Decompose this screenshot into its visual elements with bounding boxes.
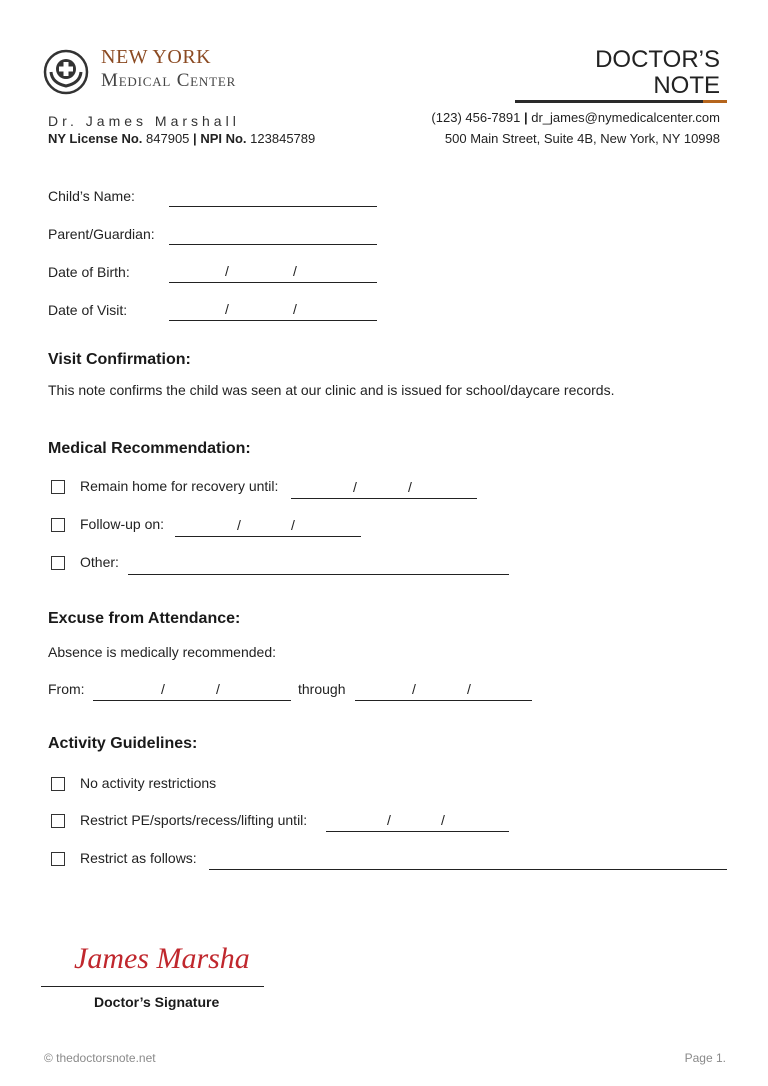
restrict-pe-checkbox[interactable] [51,814,65,828]
phone: (123) 456-7891 [431,110,521,125]
address: 500 Main Street, Suite 4B, New York, NY 10998 [444,131,720,146]
through-date-field[interactable] [355,682,532,701]
dob-label: Date of Birth: [48,264,130,280]
other-label: Other: [80,554,119,570]
through-label: through [298,681,346,697]
org-name-line1: NEW YORK [101,46,212,68]
excuse-heading: Excuse from Attendance: [48,610,241,627]
visit-heading: Visit Confirmation: [48,351,191,368]
date-separator: / [293,301,297,317]
from-label: From: [48,681,85,697]
restrict-follows-label: Restrict as follows: [80,850,197,866]
date-separator: / [441,812,445,828]
npi-number: 123845789 [250,131,316,146]
date-separator: / [412,681,416,697]
excuse-text: Absence is medically recommended: [48,644,276,660]
date-separator: / [237,517,241,533]
other-field[interactable] [128,556,509,575]
follow-up-label: Follow-up on: [80,516,165,532]
signature-image [70,930,250,980]
dob-field[interactable] [169,264,377,283]
child-name-field[interactable] [169,188,377,207]
parent-field[interactable] [169,226,377,245]
doctor-name: Dr. James Marshall [48,113,240,129]
document-title-line2: NOTE [653,72,720,99]
restrict-pe-date-field[interactable] [326,813,509,832]
date-separator: / [353,479,357,495]
remain-home-label: Remain home for recovery until: [80,478,279,494]
follow-up-checkbox[interactable] [51,518,65,532]
visit-date-field[interactable] [169,302,377,321]
separator: | [193,131,197,146]
medical-cross-hands-icon [42,48,90,96]
date-separator: / [225,301,229,317]
date-separator: / [225,263,229,279]
license-number: 847905 [146,131,190,146]
signature-line [41,986,264,987]
restrict-follows-checkbox[interactable] [51,852,65,866]
signature-script: James Marshall [74,942,250,975]
footer-copyright: © thedoctorsnote.net [44,1051,156,1065]
title-underline [515,100,727,104]
from-date-field[interactable] [93,682,291,701]
footer-page-number: Page 1. [684,1051,726,1065]
activity-heading: Activity Guidelines: [48,735,198,752]
signature-label: Doctor’s Signature [94,994,220,1010]
npi-label: NPI No. [200,131,247,146]
date-separator: / [467,681,471,697]
email[interactable]: dr_james@nymedicalcenter.com [531,110,720,125]
date-separator: / [408,479,412,495]
restrict-follows-field[interactable] [209,851,727,870]
remain-home-date-field[interactable] [291,480,477,499]
follow-up-date-field[interactable] [175,518,361,537]
date-separator: / [293,263,297,279]
other-checkbox[interactable] [51,556,65,570]
recommendation-heading: Medical Recommendation: [48,440,251,457]
no-restrictions-label: No activity restrictions [80,775,217,791]
license-label: NY License No. [48,131,143,146]
no-restrictions-checkbox[interactable] [51,777,65,791]
date-separator: / [387,812,391,828]
restrict-pe-label: Restrict PE/sports/recess/lifting until: [80,812,308,828]
contact-separator: | [523,110,528,125]
child-name-label: Child’s Name: [48,188,135,204]
remain-home-checkbox[interactable] [51,480,65,494]
visit-text: This note confirms the child was seen at our clinic and is issued for school/daycare records. [48,382,615,398]
contact-info [431,110,720,125]
parent-label: Parent/Guardian: [48,226,155,242]
visit-date-label: Date of Visit: [48,302,128,318]
date-separator: / [216,681,220,697]
license-info [48,131,315,146]
org-name-line2: Medical Center [101,70,237,91]
date-separator: / [291,517,295,533]
document-title-line1: DOCTOR’S [595,46,720,73]
date-separator: / [161,681,165,697]
